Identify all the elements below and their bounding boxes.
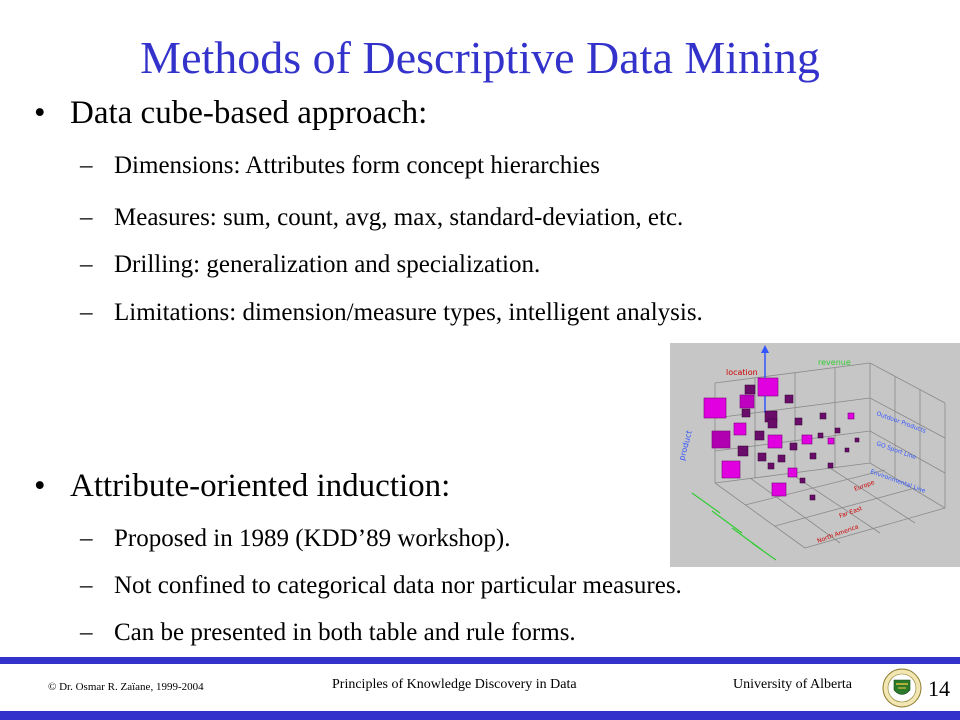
sub-dash: –	[80, 619, 93, 646]
sub-dash: –	[80, 204, 93, 231]
bullet-dot: •	[34, 468, 46, 504]
bullet-dot: •	[34, 95, 46, 131]
bullet-text: Data cube-based approach:	[70, 95, 428, 131]
label-environmental-line: Environmental Line	[869, 468, 927, 495]
sub-text: Can be presented in both table and rule forms.	[114, 619, 576, 646]
university-seal-icon	[882, 668, 922, 708]
label-revenue: revenue	[818, 358, 851, 367]
sub-text: Not confined to categorical data nor particular measures.	[114, 572, 682, 599]
bullet-text: Attribute-oriented induction:	[70, 468, 451, 504]
bullet-data-cube	[34, 93, 427, 133]
footer-top-bar	[0, 657, 960, 664]
sub-item-proposed	[80, 524, 511, 554]
sub-item-presented	[80, 618, 576, 648]
label-north-america: North America	[816, 523, 860, 545]
footer-course: Principles of Knowledge Discovery in Data	[332, 677, 577, 692]
footer-author: © Dr. Osmar R. Zaïane, 1999-2004	[48, 681, 204, 693]
label-europe: Europe	[853, 479, 876, 493]
sub-item-dimensions	[80, 151, 600, 181]
sub-text: Dimensions: Attributes form concept hierarchies	[114, 152, 600, 179]
slide-title: Methods of Descriptive Data Mining	[140, 32, 820, 83]
sub-item-drilling	[80, 250, 540, 280]
bullet-attribute-induction	[34, 466, 450, 506]
label-go-sport-line: GO Sport Line	[875, 440, 918, 462]
sub-dash: –	[80, 152, 93, 179]
sub-text: Drilling: generalization and specialization.	[114, 251, 541, 278]
footer-bottom-bar	[0, 711, 960, 720]
sub-dash: –	[80, 572, 93, 599]
sub-item-measures	[80, 203, 683, 233]
label-location: location	[726, 368, 758, 377]
sub-item-limitations	[80, 298, 703, 328]
label-far-east: Far East	[838, 505, 864, 520]
sub-item-not-confined	[80, 571, 682, 601]
sub-text: Measures: sum, count, avg, max, standard-deviation, etc.	[114, 204, 684, 231]
sub-text: Proposed in 1989 (KDD’89 workshop).	[114, 525, 511, 552]
sub-dash: –	[80, 299, 93, 326]
footer-university: University of Alberta	[733, 677, 852, 692]
label-product: product	[677, 429, 694, 462]
page-number: 14	[928, 676, 950, 701]
data-cube-graphic	[670, 343, 960, 567]
sub-dash: –	[80, 525, 93, 552]
data-cube-image	[670, 343, 960, 567]
sub-dash: –	[80, 251, 93, 278]
label-outdoor-products: Outdoor Products	[875, 410, 927, 435]
sub-text: Limitations: dimension/measure types, intelligent analysis.	[114, 299, 703, 326]
